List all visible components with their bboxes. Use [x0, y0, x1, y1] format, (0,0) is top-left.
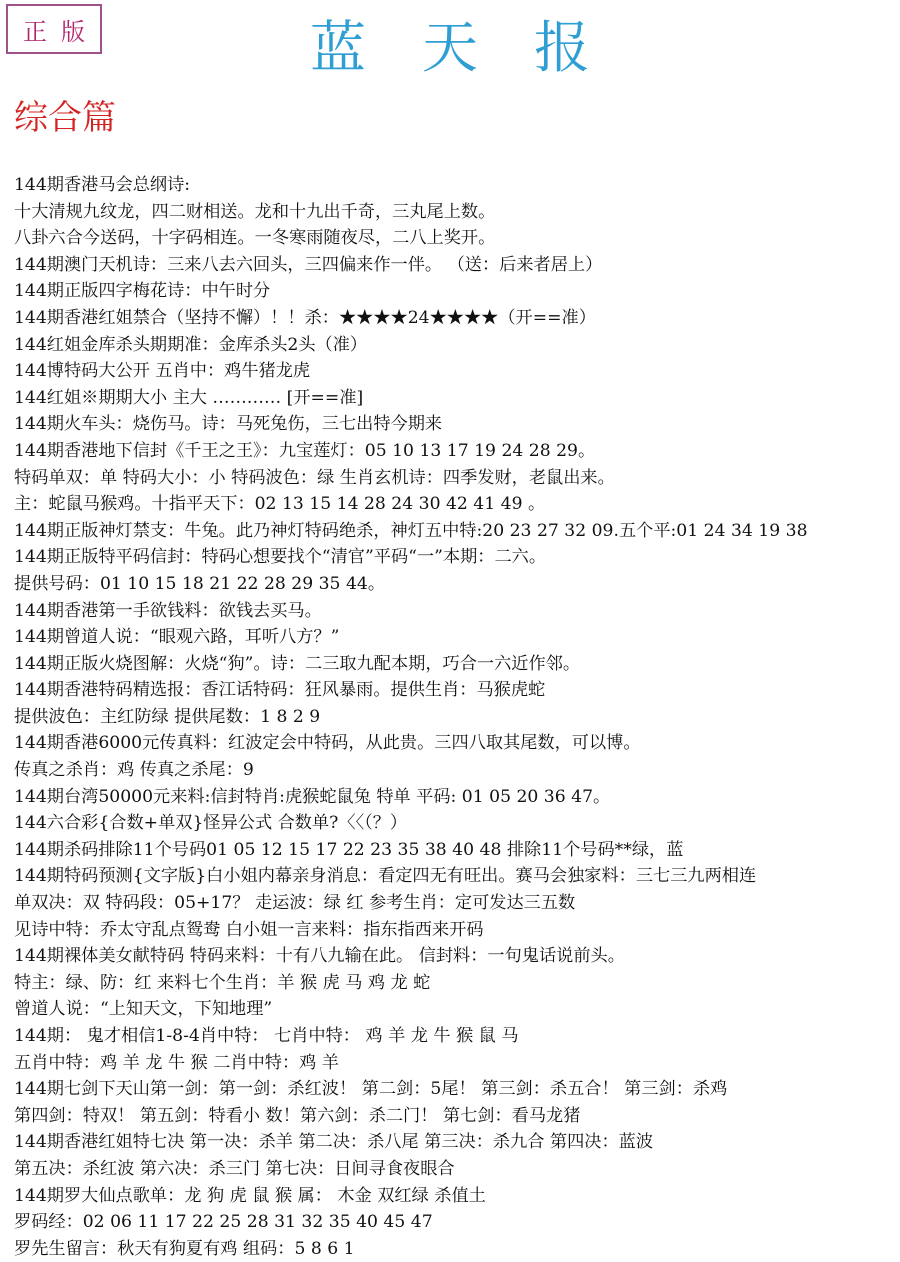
- text-line: 主：蛇鼠马猴鸡。十指平天下：02 13 15 14 28 24 30 42 41 49 。: [14, 494, 546, 515]
- text-line: 144期杀码排除11个号码01 05 12 15 17 22 23 35 38 40 48 排除11个号码**绿，蓝: [14, 839, 684, 860]
- text-line: 144期香港地下信封《千王之王》：九宝莲灯：05 10 13 17 19 24 28 29。: [14, 440, 596, 461]
- text-line: 144博特码大公开 五肖中：鸡牛猪龙虎: [14, 361, 311, 382]
- text-line: 144期正版火烧图解：火烧“狗”。诗：二三取九配本期，巧合一六近作邻。: [14, 653, 581, 674]
- text-line: 单双决：双 特码段：05+17？ 走运波：绿 红 参考生肖：定可发达三五数: [14, 893, 576, 914]
- text-line: 第五决：杀红波 第六决：杀三门 第七决：日间寻食夜眼合: [14, 1158, 455, 1179]
- text-line: 十大清规九纹龙，四二财相送。龙和十九出千奇，三丸尾上数。: [14, 201, 496, 222]
- text-line: 144期正版四字梅花诗：中午时分: [14, 281, 271, 302]
- text-line: 罗先生留言：秋天有狗夏有鸡 组码：5 8 6 1: [14, 1238, 355, 1259]
- text-line: 144期： 鬼才相信1-8-4肖中特： 七肖中特： 鸡 羊 龙 牛 猴 鼠 马: [14, 1026, 519, 1046]
- text-line: 八卦六合今送码，十字码相连。一冬寒雨随夜尽，二八上奖开。: [14, 228, 496, 249]
- text-line: 第四剑：特双！ 第五剑：特看小 数！第六剑：杀二门！ 第七剑：看马龙猪: [14, 1105, 581, 1126]
- text-line: 罗码经：02 06 11 17 22 25 28 31 32 35 40 45 47: [14, 1212, 433, 1233]
- text-line: 提供号码：01 10 15 18 21 22 28 29 35 44。: [14, 573, 386, 594]
- text-line: 144期正版神灯禁支：牛兔。此乃神灯特码绝杀，神灯五中特:20 23 27 32 09.五个平:01 24 34 19 38: [14, 520, 808, 541]
- text-line: 144红姐金库杀头期期准：金库杀头2头（准）: [14, 334, 368, 355]
- text-line: 144期曾道人说：“眼观六路，耳听八方？”: [14, 627, 340, 648]
- text-line: 144期火车头：烧伤马。诗：马死兔伤，三七出特今期来: [14, 414, 443, 435]
- text-line: 144期香港6000元传真料：红波定会中特码，从此贵。三四八取其尾数，可以博。: [14, 733, 641, 754]
- text-line: 144期特码预测{文字版}白小姐内幕亲身消息：看定四无有旺出。赛马会独家料：三七三九两相连: [14, 866, 757, 887]
- newspaper-title: 蓝天报: [310, 16, 646, 81]
- text-line: 144期香港红姐特七决 第一决：杀羊 第二决：杀八尾 第三决：杀九合 第四决：蓝波: [14, 1132, 654, 1153]
- text-line: 144期香港特码精选报：香江话特码：狂风暴雨。提供生肖：马猴虎蛇: [14, 680, 546, 701]
- text-line: 曾道人说：“上知天文，下知地理”: [14, 999, 273, 1020]
- text-line: 144红姐※期期大小 主大 ………… [开==准]: [14, 387, 364, 408]
- text-line: 提供波色：主红防绿 提供尾数：1 8 2 9: [14, 706, 321, 727]
- stamp-label: 正版: [23, 17, 99, 46]
- section-heading: 综合篇: [14, 98, 116, 138]
- text-line: 144期罗大仙点歌单：龙 狗 虎 鼠 猴 属： 木金 双红绿 杀值土: [14, 1185, 486, 1206]
- text-line: 144期香港红姐禁合（坚持不懈）！！杀：★★★★24★★★★（开==准）: [14, 307, 596, 328]
- text-line: 144期台湾50000元来料:信封特肖:虎猴蛇鼠兔 特单 平码: 01 05 20 36 47。: [14, 786, 611, 807]
- text-line: 传真之杀肖：鸡 传真之杀尾：9: [14, 760, 254, 781]
- text-line: 144期裸体美女献特码 特码来料：十有八九输在此。 信封料：一句鬼话说前头。: [14, 946, 625, 967]
- text-line: 144期七剑下天山第一剑：第一剑：杀红波！ 第二剑：5尾！ 第三剑：杀五合！ 第三剑：杀鸡: [14, 1079, 728, 1100]
- text-line: 特主：绿、防：红 来料七个生肖：羊 猴 虎 马 鸡 龙 蛇: [14, 972, 431, 993]
- text-line: 144期香港第一手欲钱料：欲钱去买马。: [14, 600, 322, 621]
- text-line: 144期澳门天机诗：三来八去六回头，三四偏来作一伴。 （送：后来者居上）: [14, 254, 603, 275]
- text-line: 144期香港马会总纲诗:: [14, 175, 191, 195]
- article-lines: [14, 172, 898, 1262]
- text-line: 五肖中特：鸡 羊 龙 牛 猴 二肖中特：鸡 羊: [14, 1052, 339, 1073]
- text-line: 特码单双：单 特码大小：小 特码波色：绿 生肖玄机诗：四季发财，老鼠出来。: [14, 467, 615, 488]
- text-line: 144期正版特平码信封：特码心想要找个“清官”平码“一”本期：二六。: [14, 547, 547, 568]
- text-line: 144六合彩{合数+单双}怪异公式 合数单?〈〈（？）: [14, 813, 408, 834]
- text-line: 见诗中特：乔太守乱点鸳鸯 白小姐一言来料：指东指西来开码: [14, 919, 484, 940]
